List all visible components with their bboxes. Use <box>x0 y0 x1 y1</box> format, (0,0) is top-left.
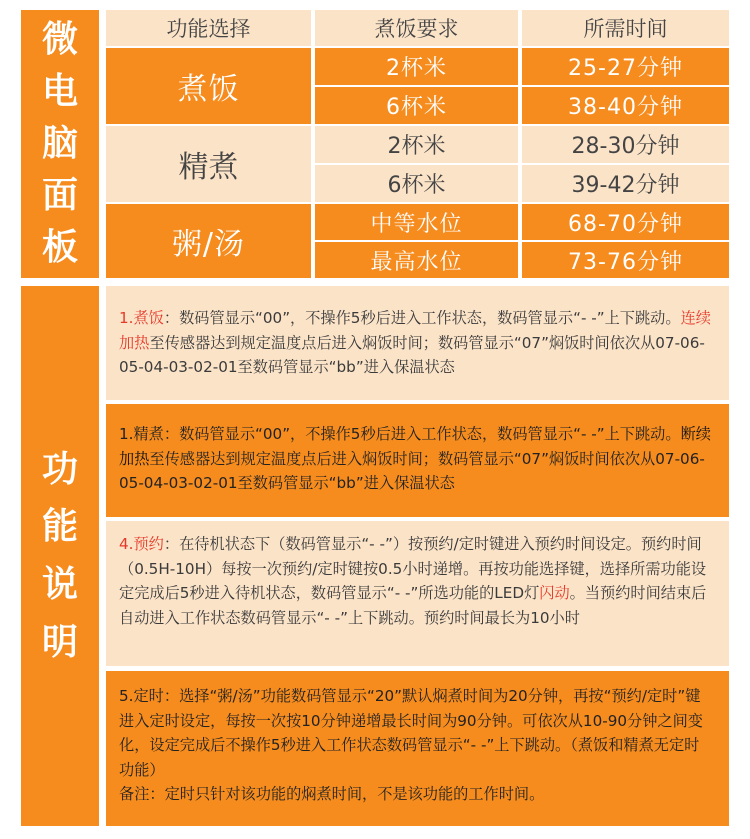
desc-timer <box>106 671 729 826</box>
desc-text: ：在待机状态下（数码管显示“- -”）按预约/定时键进入预约时间设定。预约时间（0.5H-10H）每按一次预约/定时键按0.5小时递增。再按功能选择键，选择所需功能设定完成后5秒进入待机状态，数码管显示“- -”所选功能的LED灯 <box>119 535 707 602</box>
note-text: ：定时只针对该功能的焖煮时间，不是该功能的工作时间。 <box>149 785 545 803</box>
time-cell: 39-42分钟 <box>522 165 729 202</box>
desc-fine-cook <box>106 404 729 517</box>
header-requirement: 煮饭要求 <box>315 10 518 46</box>
req-cell: 2杯米 <box>315 126 518 163</box>
function-side-label <box>21 286 99 826</box>
req-cell: 2杯米 <box>315 48 518 85</box>
group-name-fine-cook: 精煮 <box>106 126 311 202</box>
header-function: 功能选择 <box>106 10 311 46</box>
time-cell: 38-40分钟 <box>522 87 729 124</box>
req-cell: 最高水位 <box>315 242 518 278</box>
time-cell: 68-70分钟 <box>522 204 729 240</box>
desc-text: ：选择“粥/汤”功能数码管显示“20”默认焖煮时间为20分钟，再按“预约/定时”键进入定时设定，每按一次按10分钟递增最长时间为90分钟。可依次从10-90分钟之间变化，设定完成后不操作5秒进入工作状态数码管显示“- -”上下跳动。（煮饭和精煮无定时功能） <box>119 687 703 779</box>
time-cell: 28-30分钟 <box>522 126 729 163</box>
side-char: 脑 <box>41 122 78 164</box>
side-char: 能 <box>41 506 78 548</box>
desc-title: 1.煮饭 <box>119 309 164 327</box>
req-cell: 6杯米 <box>315 165 518 202</box>
desc-highlight: 闪动 <box>539 584 570 602</box>
desc-text: 至传感器达到规定温度点后进入焖饭时间；数码管显示“07”焖饭时间依次从07-06-05-04-03-02-01至数码管显示“bb”进入保温状态 <box>119 449 705 492</box>
desc-text: 至传感器达到规定温度点后进入焖饭时间；数码管显示“07”焖饭时间依次从07-06-05-04-03-02-01至数码管显示“bb”进入保温状态 <box>119 333 705 376</box>
group-name-porridge: 粥/汤 <box>106 204 311 278</box>
time-cell: 73-76分钟 <box>522 242 729 278</box>
group-name-cook: 煮饭 <box>106 48 311 124</box>
header-time: 所需时间 <box>522 10 729 46</box>
side-char: 电 <box>41 70 78 112</box>
desc-cook <box>106 286 729 400</box>
note-label: 备注 <box>119 785 150 803</box>
side-char: 微 <box>41 18 78 60</box>
side-char: 明 <box>41 621 78 663</box>
desc-note <box>119 782 713 807</box>
time-cell: 25-27分钟 <box>522 48 729 85</box>
desc-title: 5.定时 <box>119 687 164 705</box>
side-char: 面 <box>41 175 78 217</box>
desc-text: ：数码管显示“00”，不操作5秒后进入工作状态，数码管显示“- -”上下跳动。 <box>163 425 681 443</box>
side-char: 板 <box>41 227 78 269</box>
req-cell: 中等水位 <box>315 204 518 240</box>
side-char: 功 <box>41 448 78 490</box>
desc-title: 4.预约 <box>119 535 164 553</box>
desc-body <box>119 684 713 782</box>
desc-text: ：数码管显示“00”，不操作5秒后进入工作状态，数码管显示“- -”上下跳动。 <box>163 309 681 327</box>
panel-side-label <box>21 10 99 278</box>
side-char: 说 <box>41 564 78 605</box>
desc-text: 。当预约时间结束后自动进入工作状态数码管显示“- -”上下跳动。预约时间最长为10小时 <box>119 584 707 627</box>
desc-title: 1.精煮 <box>119 425 164 443</box>
desc-reservation <box>106 521 729 666</box>
desc-highlight: 连续加热 <box>119 309 711 352</box>
desc-highlight: 断续加热 <box>119 425 711 468</box>
req-cell: 6杯米 <box>315 87 518 124</box>
